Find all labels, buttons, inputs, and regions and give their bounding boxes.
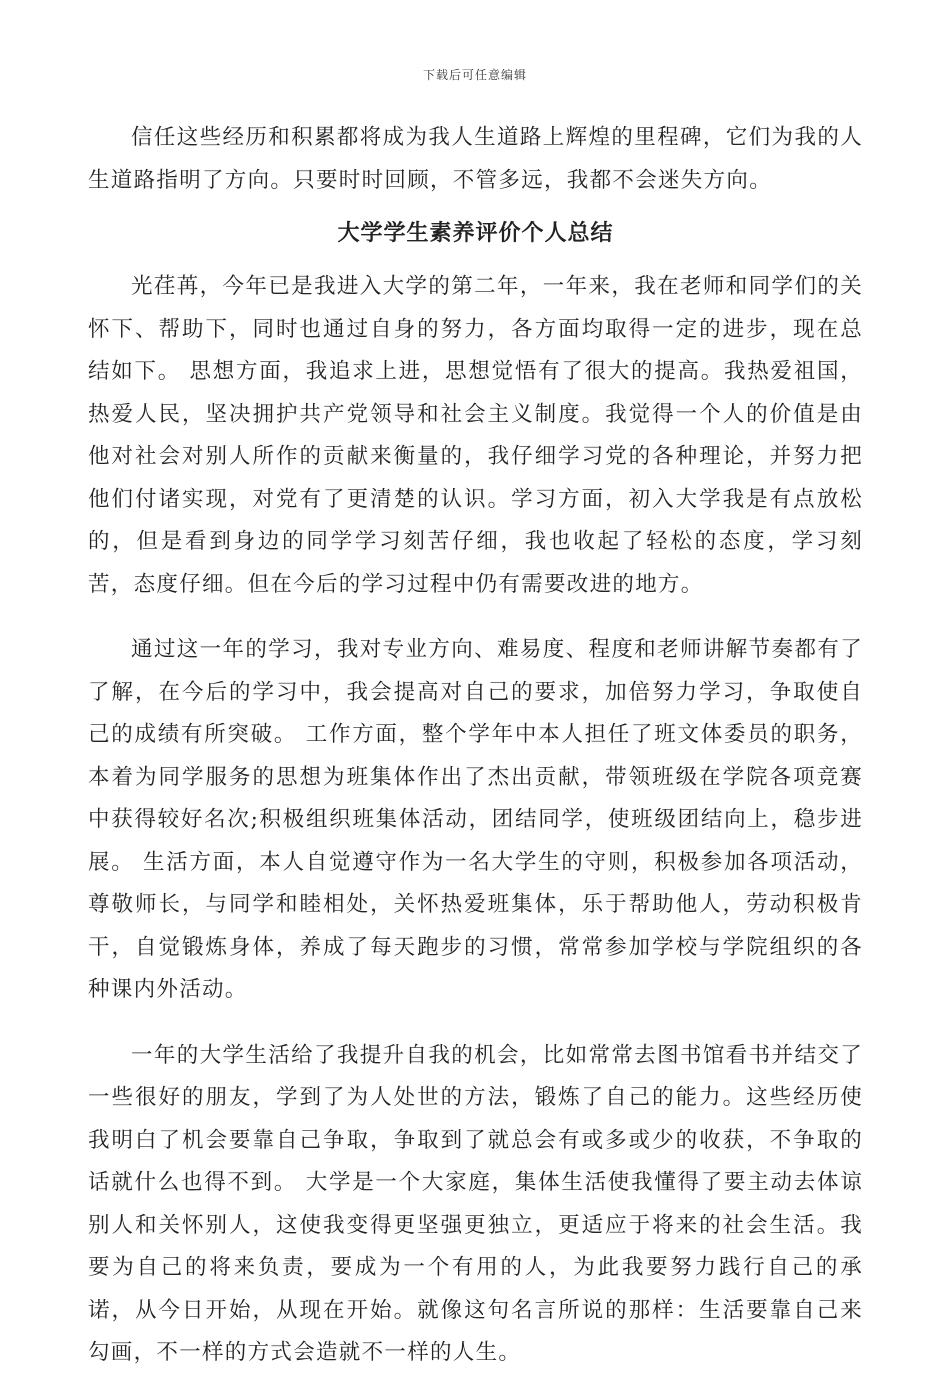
- document-body: [88, 117, 863, 1375]
- body-paragraph-2: 通过这一年的学习，我对专业方向、难易度、程度和老师讲解节奏都有了了解，在今后的学习中，我会提高对自己的要求，加倍努力学习，争取使自己的成绩有所突破。 工作方面，整个学年中本人担任了班文体委员的职务，本着为同学服务的思想为班集体作出了杰出贡献，带领班级在学院各项竞赛中获得较好名次;积极组织班集体活动，团结同学，使班级团结向上，稳步进展。 生活方面，本人自觉遵守作为一名大学生的守则，积极参加各项活动，尊敬师长，与同学和睦相处，关怀热爱班集体，乐于帮助他人，劳动积极肯干，自觉锻炼身体，养成了每天跑步的习惯，常常参加学校与学院组织的各种课内外活动。: [88, 637, 863, 1002]
- document-title: 大学学生素养评价个人总结: [337, 220, 614, 246]
- body-paragraph-1: 光荏苒，今年已是我进入大学的第二年，一年来，我在老师和同学们的关怀下、帮助下，同时也通过自身的努力，各方面均取得一定的进步，现在总结如下。 思想方面，我追求上进，思想觉悟有了很大的提高。我热爱祖国，热爱人民，坚决拥护共产党领导和社会主义制度。我觉得一个人的价值是由他对社会对别人所作的贡献来衡量的，我仔细学习党的各种理论，并努力把他们付诸实现，对党有了更清楚的认识。学习方面，初入大学我是有点放松的，但是看到身边的同学学习刻苦仔细，我也收起了轻松的态度，学习刻苦，态度仔细。但在今后的学习过程中仍有需要改进的地方。: [88, 274, 863, 597]
- body-paragraph-3: 一年的大学生活给了我提升自我的机会，比如常常去图书馆看书并结交了一些很好的朋友，学到了为人处世的方法，锻炼了自己的能力。这些经历使我明白了机会要靠自己争取，争取到了就总会有或多或少的收获，不争取的话就什么也得不到。 大学是一个大家庭，集体生活使我懂得了要主动去体谅别人和关怀别人，这使我变得更坚强更独立，更适应于将来的社会生活。我要为自己的将来负责，要成为一个有用的人，为此我要努力践行自己的承诺，从今日开始，从现在开始。就像这句名言所说的那样：生活要靠自己来勾画，不一样的方式会造就不一样的人生。: [88, 1042, 863, 1365]
- page-header-note: 下载后可任意编辑: [422, 68, 527, 82]
- intro-paragraph: 信任这些经历和积累都将成为我人生道路上辉煌的里程碑，它们为我的人生道路指明了方向。只要时时回顾，不管多远，我都不会迷失方向。: [88, 125, 863, 193]
